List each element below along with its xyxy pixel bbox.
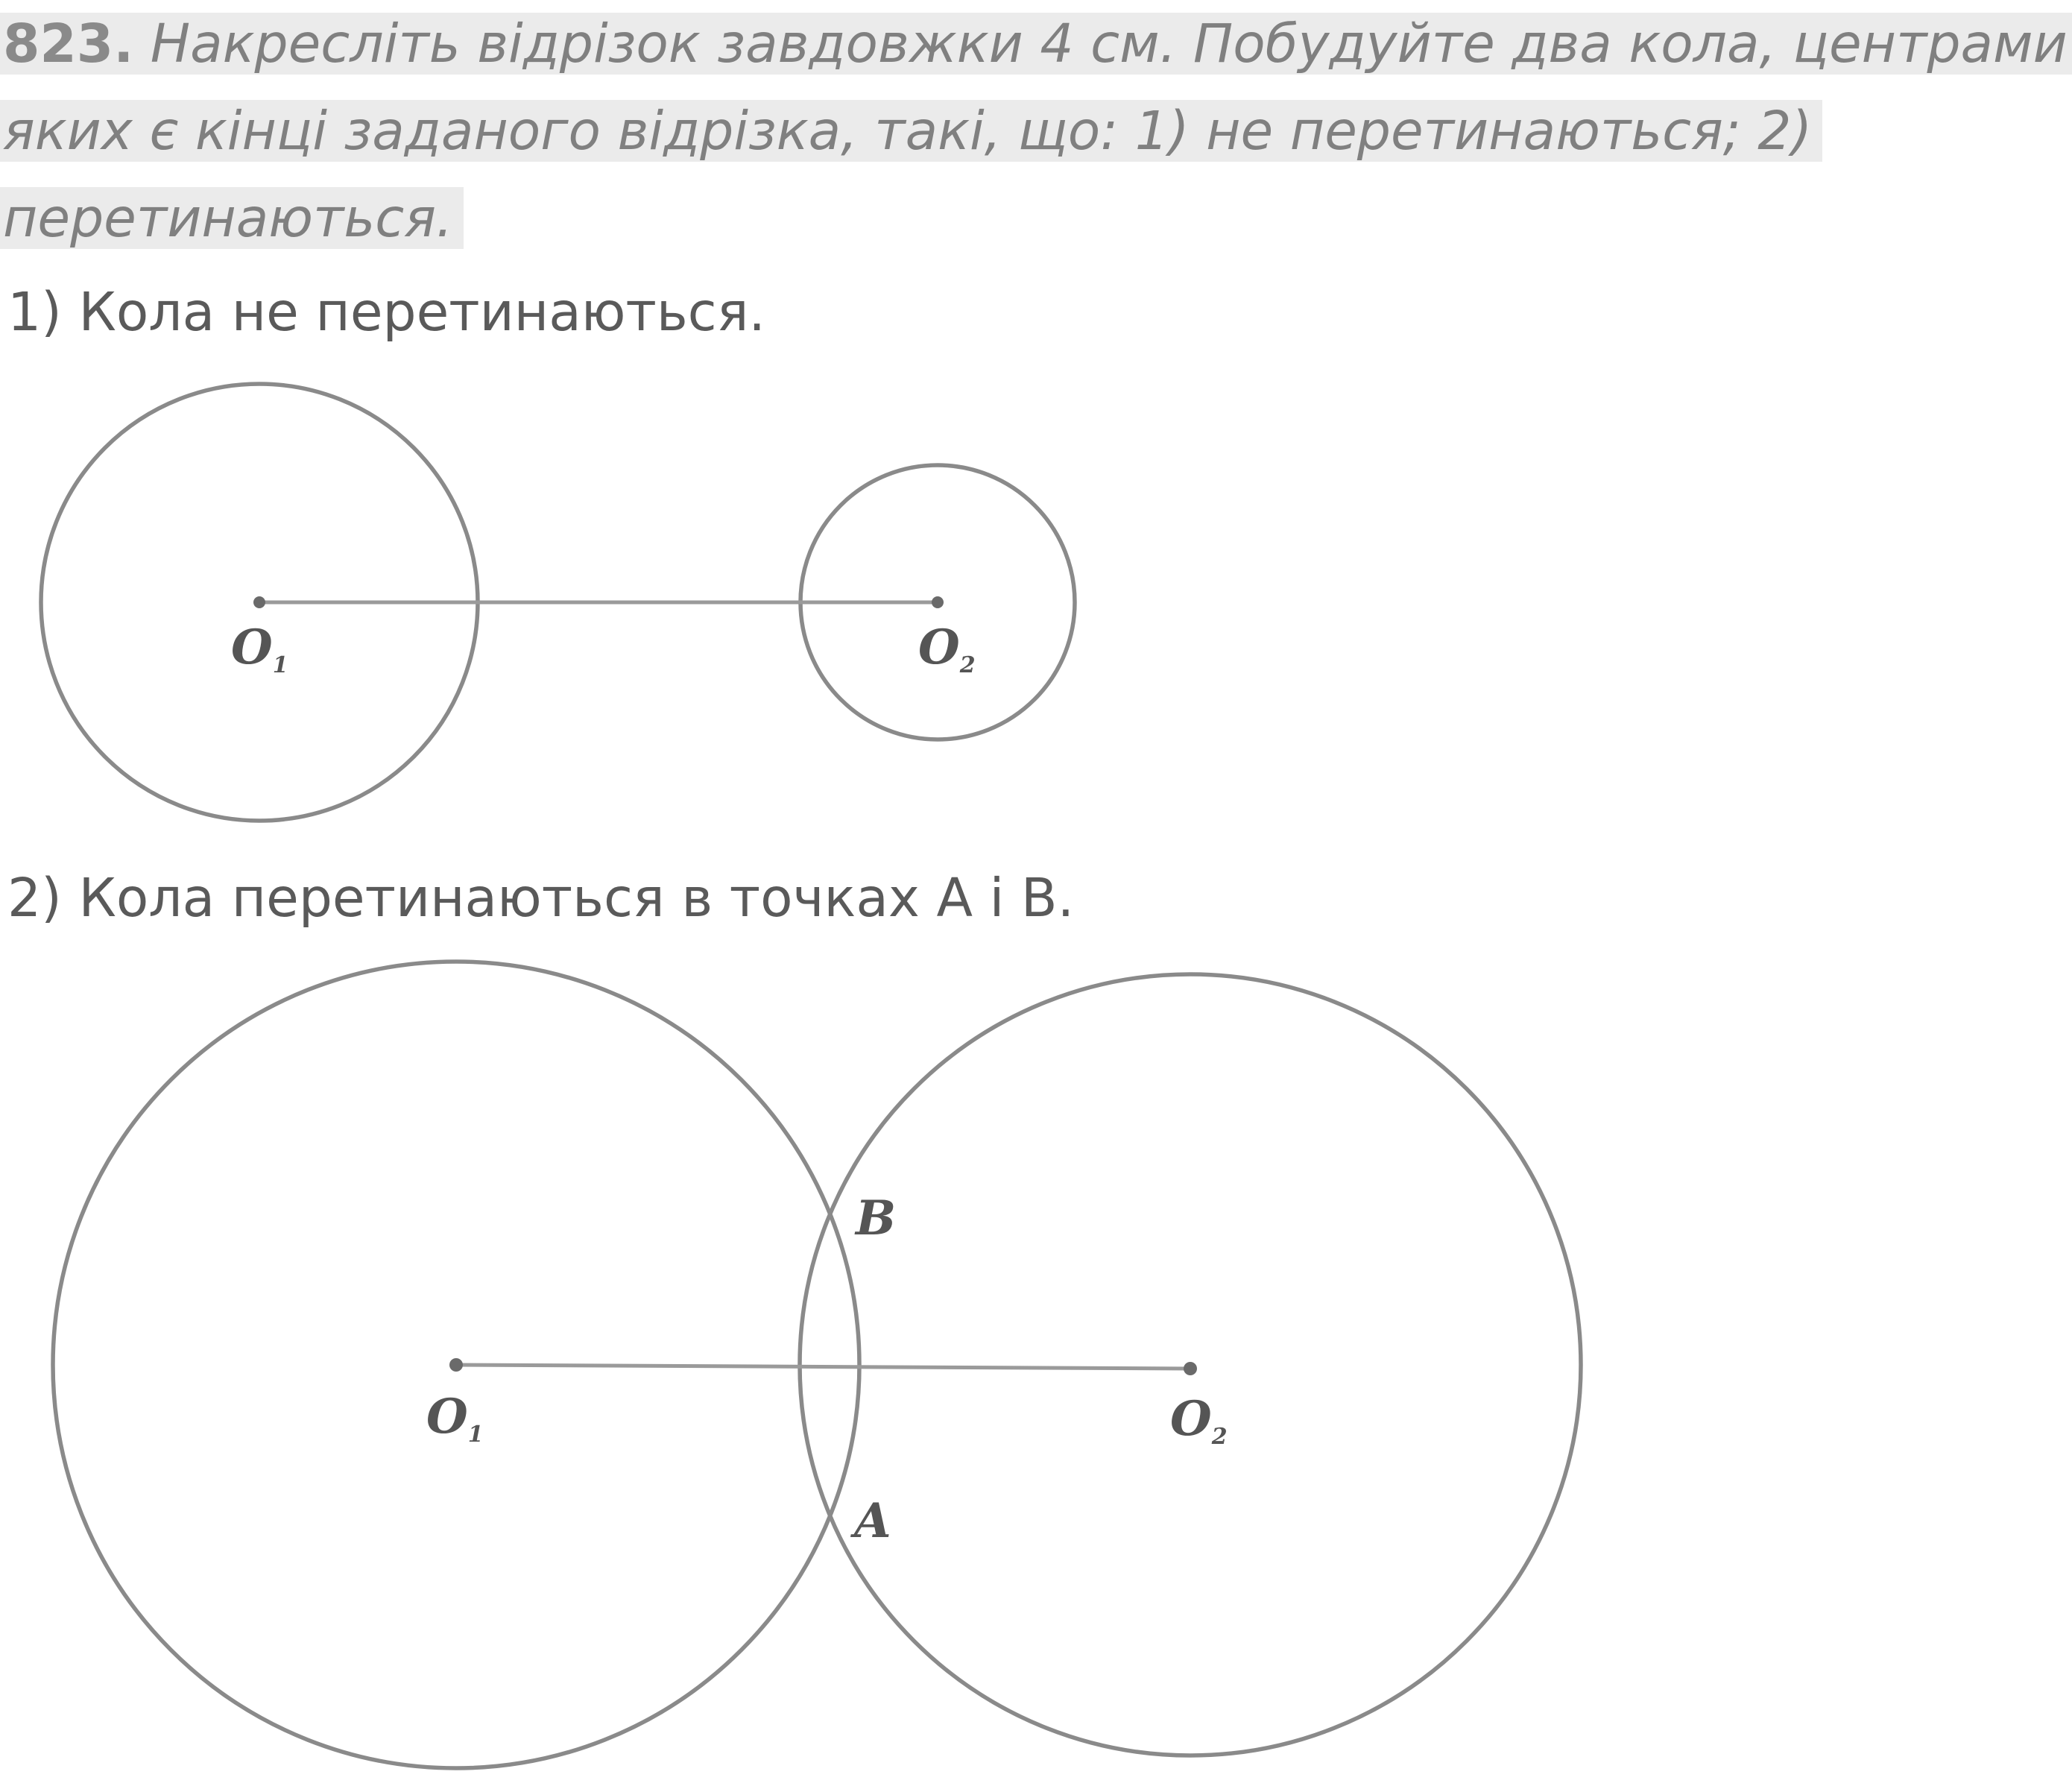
case-2-point-o2 <box>1184 1362 1197 1375</box>
case-2-caption: 2) Кола перетинаються в точках A і B. <box>7 867 1075 929</box>
case-2-label-a: A <box>854 1493 891 1549</box>
case-1-label-o2: O2 <box>918 619 976 678</box>
problem-text: Накресліть відрізок завдовжки 4 см. Побудуйте два кола, центрами яких є кінці заданого відрізка, такі, що: 1) не перетинаються; 2) перетинаються. <box>3 13 2068 249</box>
case-2-point-o1 <box>449 1358 463 1372</box>
case-1-point-o1 <box>253 596 265 608</box>
case-2-figure <box>53 962 1581 1768</box>
case-1-caption: 1) Кола не перетинаються. <box>7 281 765 343</box>
case-2-label-o1: O1 <box>426 1389 484 1448</box>
case-2-segment-o1o2 <box>456 1365 1190 1369</box>
problem-number: 823. <box>3 13 134 75</box>
case-1-label-o1: O1 <box>231 619 288 678</box>
case-2-label-b: B <box>856 1190 897 1246</box>
case-1-point-o2 <box>932 596 944 608</box>
case-1-figure <box>41 384 1075 821</box>
case-2-label-o2: O2 <box>1170 1391 1228 1450</box>
